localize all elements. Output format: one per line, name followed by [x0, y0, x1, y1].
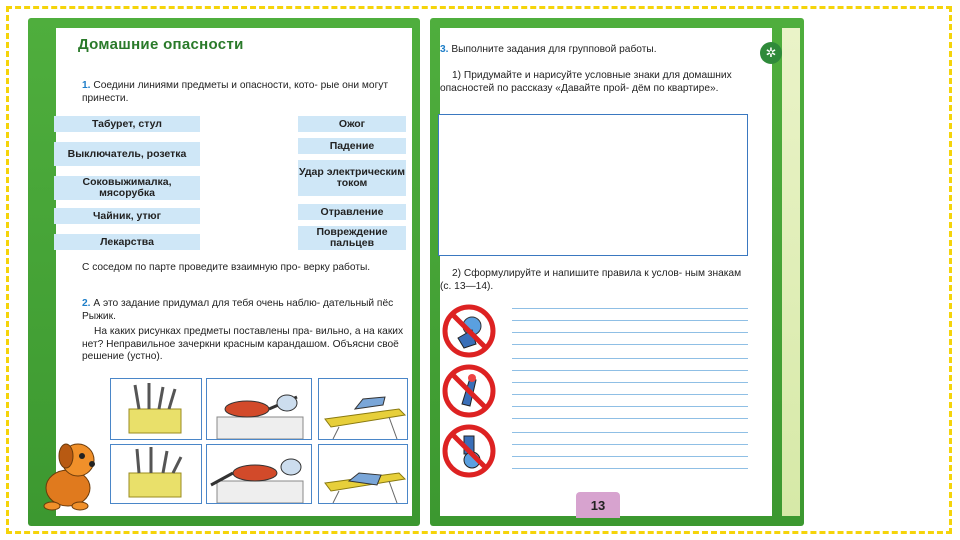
group-work-icon: ✲ — [760, 42, 782, 64]
task2-question: На каких рисунках предметы поставлены пра- вильно, а на каких нет? Неправильное зачеркни красным карандашом. Объясни своё решение (устно). — [82, 326, 404, 362]
page-number: 13 — [576, 492, 620, 518]
task3-text: Выполните задания для групповой работы. — [451, 44, 657, 55]
prohibition-sign-icon — [442, 304, 496, 358]
item-stool[interactable]: Табурет, стул — [54, 116, 200, 132]
task2-number: 2. — [82, 298, 91, 309]
task1-instructions: Соедини линиями предметы и опасности, кото- рые они могут принести. — [82, 80, 389, 104]
item-juicer[interactable]: Соковыжималка, мясорубка — [54, 176, 200, 200]
task1-number: 1. — [82, 80, 91, 91]
picture-iron-wrong — [318, 444, 408, 504]
picture-knives-wrong — [110, 444, 202, 504]
dog-mascot-icon — [38, 436, 104, 512]
check-text: С соседом по парте проведите взаимную про- верку работы. — [82, 262, 371, 273]
danger-fingers[interactable]: Повреждение пальцев — [298, 226, 406, 250]
picture-stove-wrong — [206, 444, 312, 504]
task2-text — [82, 298, 408, 323]
item-medicine[interactable]: Лекарства — [54, 234, 200, 250]
task3-heading — [440, 44, 740, 57]
subtask2-text: 2) Сформулируйте и напишите правила к услов- ным знакам (с. 13—14). — [440, 268, 742, 292]
danger-poison[interactable]: Отравление — [298, 204, 406, 220]
picture-knives-correct — [110, 378, 202, 440]
danger-fall[interactable]: Падение — [298, 138, 406, 154]
prohibition-sign-icon — [442, 364, 496, 418]
item-switch[interactable]: Выключатель, розетка — [54, 142, 200, 166]
page-margin-stripe — [782, 28, 800, 516]
subtask1-text: 1) Придумайте и нарисуйте условные знаки для домашних опасностей по рассказу «Давайте прой- дём по квартире». — [440, 70, 732, 94]
danger-burn[interactable]: Ожог — [298, 116, 406, 132]
picture-stove-correct — [206, 378, 312, 440]
picture-iron-correct — [318, 378, 408, 440]
task1-text — [82, 80, 408, 105]
danger-shock[interactable]: Удар электрическим током — [298, 160, 406, 196]
task3-number: 3. — [440, 44, 449, 55]
drawing-area[interactable] — [438, 114, 748, 256]
prohibition-sign-icon — [442, 424, 496, 478]
task2-intro: А это задание придумал для тебя очень наблю- дательный пёс Рыжик. — [82, 298, 394, 322]
page-title: Домашние опасности — [78, 36, 244, 53]
item-kettle[interactable]: Чайник, утюг — [54, 208, 200, 224]
